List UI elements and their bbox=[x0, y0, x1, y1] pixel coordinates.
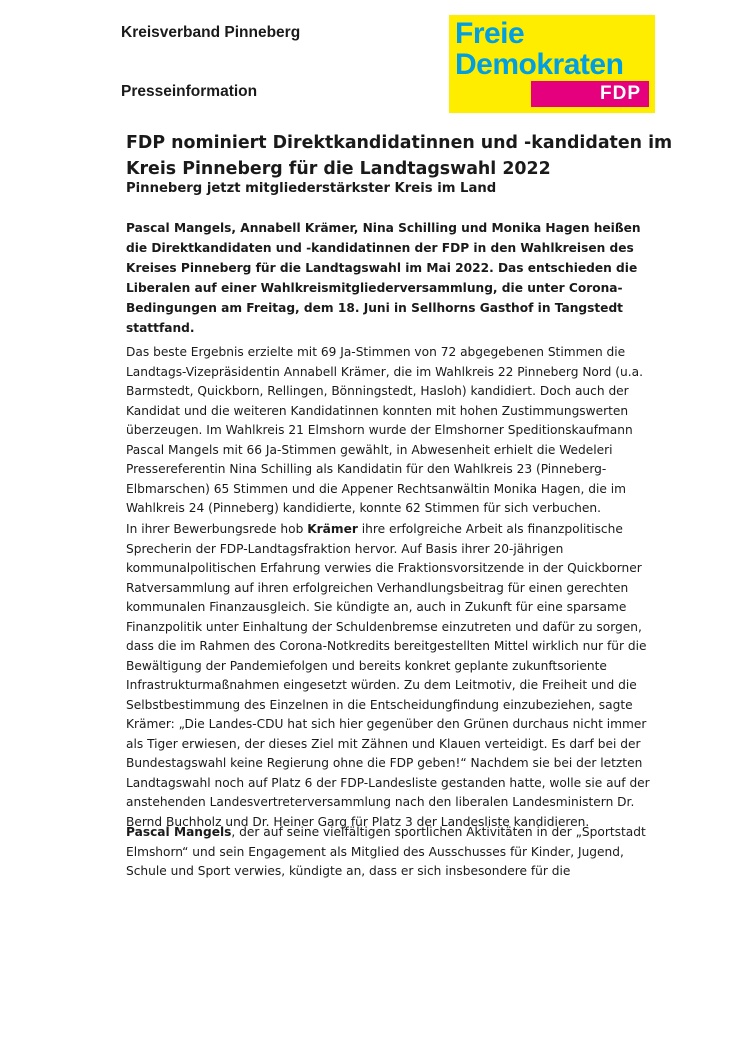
article-lead: Pascal Mangels, Annabell Krämer, Nina Schilling und Monika Hagen heißen die Direktkandidaten und -kandidatinnen der FDP in den Wahlkreisen des Kreises Pinneberg für die Landtagswahl im Mai 2022. Das entschieden die Liberalen auf einer Wahlkreismitgliederversammlung, die unter Corona-Bedingungen am Freitag, dem 18. Juni in Sellhorns Gasthof in Tangstedt stattfand. bbox=[126, 221, 641, 335]
paragraph-mangels-rest: , der auf seine vielfältigen sportlichen Aktivitäten in der „Sportstadt Elmshorn“ und sein Engagement als Mitglied des Ausschusses für Kinder, Jugend, Schule und Sport verwies, kündigte an, dass er sich insbesondere für die bbox=[126, 825, 646, 878]
paragraph-kraemer-start: In ihrer Bewerbungsrede hob bbox=[126, 522, 308, 536]
paragraph-results: Das beste Ergebnis erzielte mit 69 Ja-Stimmen von 72 abgegebenen Stimmen die Landtags-Vizepräsidentin Annabell Krämer, die im Wahlkreis 22 Pinneberg Nord (u.a. Barmstedt, Quickborn, Rellingen, Bönningstedt, Hasloh) kandidiert. Doch auch der Kandidat und die weiteren Kandidatinnen konnten mit hohen Zustimmungswerten überzeugen. Im Wahlkreis 21 Elmshorn wurde der Elmshorner Speditionskaufmann Pascal Mangels mit 66 Ja-Stimmen gewählt, in Abwesenheit erhielt die Wedeleri Pressereferentin Nina Schilling als Kandidatin für den Wahlkreis 23 (Pinneberg-Elbmarschen) 65 Stimmen und die Appener Rechtsanwältin Monika Hagen, die im Wahlkreis 24 (Pinneberg) kandidierte, konnte 62 Stimmen für sich verbuchen. bbox=[126, 345, 643, 515]
document-type: Presseinformation bbox=[121, 83, 258, 100]
paragraph-kraemer bbox=[126, 520, 651, 832]
paragraph-kraemer-rest: ihre erfolgreiche Arbeit als finanzpolitische Sprecherin der FDP-Landtagsfraktion hervor. Auf Basis ihrer 20-jährigen kommunalpolitischen Erfahrung verwies die Fraktionsvorsitzende in der Quickborner Ratversammlung auf ihren erfolgreichen Verhandlungsbeitrag für einen gerechten kommunalen Finanzausgleich. Sie kündigte an, auch in Zukunft für eine sparsame Finanzpolitik unter Einhaltung der Schuldenbremse einzutreten und dafür zu sorgen, dass die im Rahmen des Corona-Notkredits bereitgestellten Mittel wirklich nur für die Bewältigung der Pandemiefolgen und bereits konkret geplante zukunftsoriente Infrastrukturmaßnahmen eingesetzt würden. Zu dem Leitmotiv, die Freiheit und die Selbstbestimmung des Einzelnen in die Entscheidungfindung einzubeziehen, sagte Krämer: „Die Landes-CDU hat sich hier gegenüber den Grünen durchaus nicht immer als Tiger erwiesen, der dieses Ziel mit Zähnen und Klauen verteidigt. Es darf bei der Bundestagswahl keine Regierung ohne die FDP geben!“ Nachdem sie bei der letzten Landtagswahl noch auf Platz 6 der FDP-Landesliste gestanden hatte, wolle sie auf der anstehenden Landesvertreterversammlung nach den liberalen Landesministern Dr. Bernd Buchholz und Dr. Heiner Garg für Platz 3 der Landesliste kandidieren. bbox=[126, 522, 650, 829]
article-title: FDP nominiert Direktkandidatinnen und -kandidaten im Kreis Pinneberg für die Landtagswahl 2022 bbox=[126, 133, 673, 179]
logo-line-2: Demokraten bbox=[455, 48, 624, 81]
name-kraemer: Krämer bbox=[307, 522, 358, 536]
fdp-logo bbox=[449, 15, 655, 113]
organization-name: Kreisverband Pinneberg bbox=[121, 24, 301, 41]
name-mangels: Pascal Mangels bbox=[126, 825, 232, 839]
paragraph-mangels bbox=[126, 823, 651, 882]
logo-badge: FDP bbox=[531, 81, 649, 107]
logo-line-1: Freie bbox=[455, 17, 525, 50]
article-subtitle: Pinneberg jetzt mitgliederstärkster Kreis im Land bbox=[126, 181, 497, 196]
